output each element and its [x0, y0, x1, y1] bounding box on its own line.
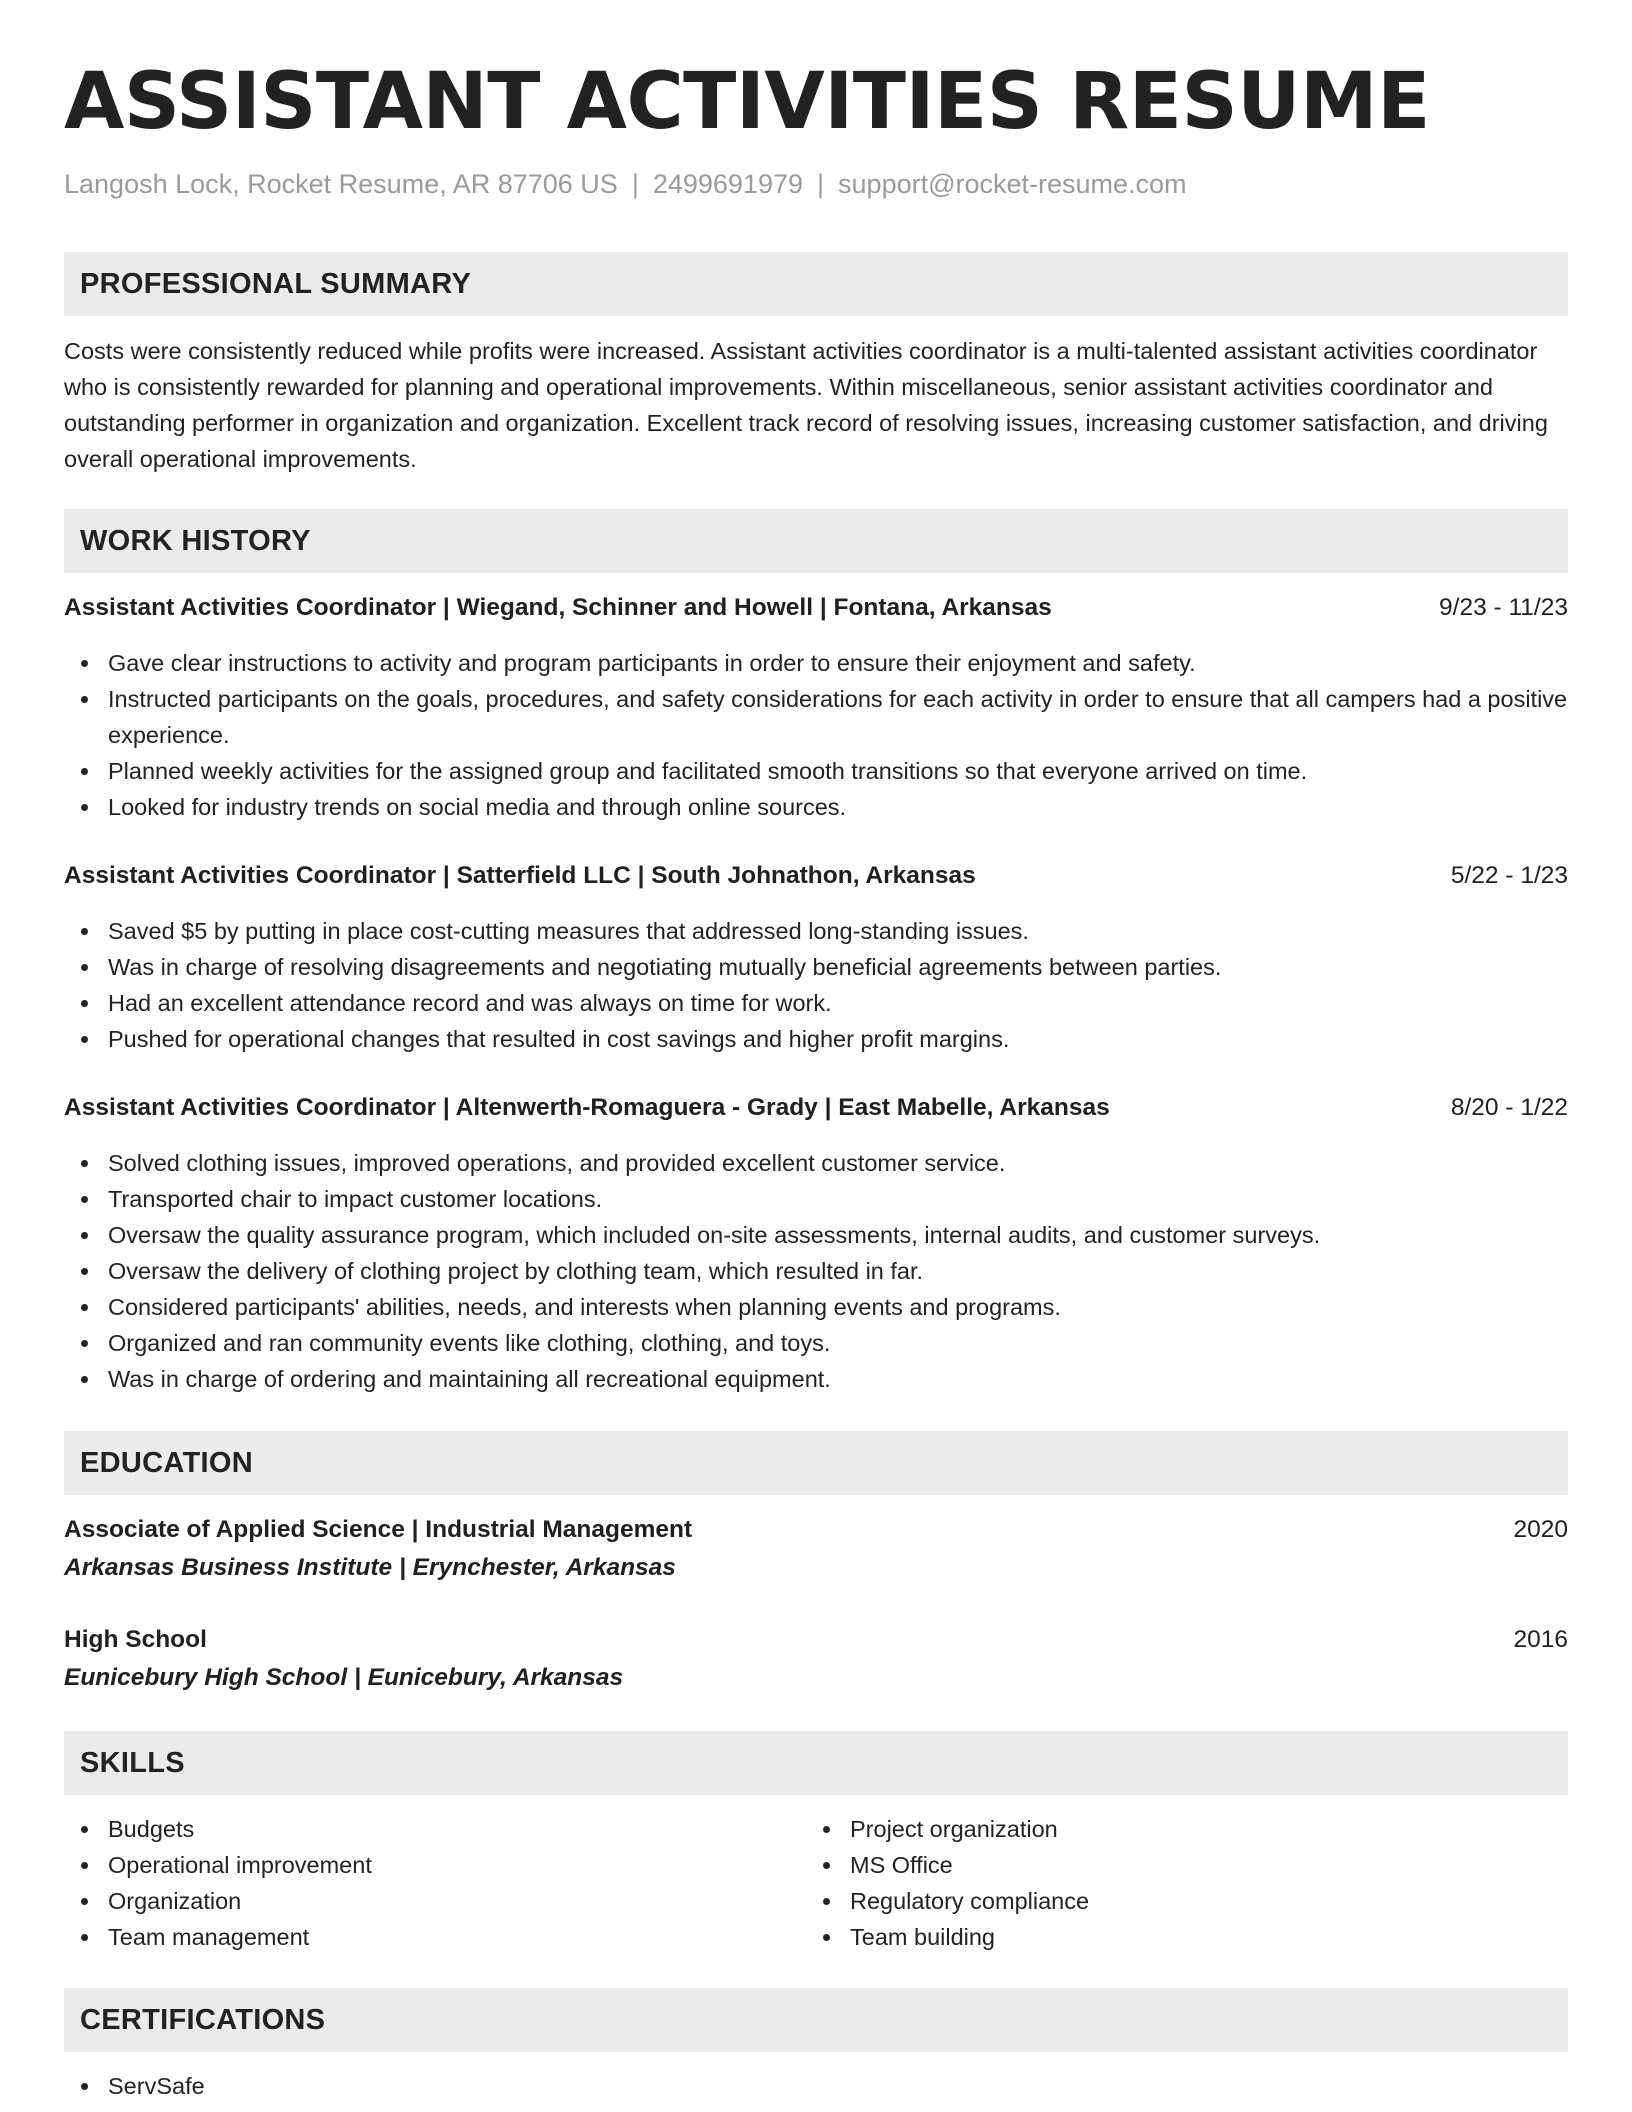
list-item: Planned weekly activities for the assigned group and facilitated smooth transitions so that everyone arrived on time. — [64, 753, 1568, 789]
education-entry-header — [64, 1512, 1568, 1548]
list-item: Gave clear instructions to activity and program participants in order to ensure their enjoyment and safety. — [64, 645, 1568, 681]
certifications-heading: CERTIFICATIONS — [80, 2004, 326, 2036]
job-dates: 9/23 - 11/23 — [1439, 594, 1568, 621]
resume-title: ASSISTANT ACTIVITIES RESUME — [64, 57, 1430, 147]
list-item: Saved $5 by putting in place cost-cutting measures that addressed long-standing issues. — [64, 913, 1568, 949]
job-title: Assistant Activities Coordinator | Wiegand, Schinner and Howell | Fontana, Arkansas — [64, 594, 1052, 621]
list-item: Pushed for operational changes that resulted in cost savings and higher profit margins. — [64, 1021, 1568, 1057]
job-dates: 5/22 - 1/23 — [1450, 862, 1568, 889]
job-bullets — [64, 913, 1568, 1057]
certification-item: ServSafe — [64, 2068, 1568, 2104]
list-item: Was in charge of ordering and maintaining all recreational equipment. — [64, 1361, 1568, 1397]
list-item: Organized and ran community events like clothing, clothing, and toys. — [64, 1325, 1568, 1361]
skill-item: Team building — [806, 1919, 1632, 1955]
list-item: Was in charge of resolving disagreements and negotiating mutually beneficial agreements between parties. — [64, 949, 1568, 985]
skills-section-header — [64, 1731, 1568, 1795]
job-header — [64, 858, 1568, 894]
job-bullets — [64, 645, 1568, 825]
list-item: Solved clothing issues, improved operations, and provided excellent customer service. — [64, 1145, 1568, 1181]
contact-separator: | — [631, 169, 639, 199]
job-bullets — [64, 1145, 1568, 1397]
list-item: Transported chair to impact customer locations. — [64, 1181, 1568, 1217]
skill-item: Budgets — [64, 1811, 1568, 1847]
skills-list-right — [806, 1811, 1632, 1955]
education-school: Arkansas Business Institute | Erynchester, Arkansas — [64, 1554, 676, 1581]
contact-phone: 2499691979 — [652, 169, 804, 199]
work-heading: WORK HISTORY — [80, 525, 311, 557]
certifications-section-header — [64, 1988, 1568, 2052]
education-degree: Associate of Applied Science | Industrial Management — [64, 1516, 693, 1543]
list-item: Considered participants' abilities, needs, and interests when planning events and programs. — [64, 1289, 1568, 1325]
education-section-header — [64, 1431, 1568, 1495]
skill-item: Team management — [64, 1919, 1568, 1955]
skill-item: Organization — [64, 1883, 1568, 1919]
job-dates: 8/20 - 1/22 — [1450, 1094, 1568, 1121]
contact-address: Langosh Lock, Rocket Resume, AR 87706 US — [64, 169, 618, 199]
work-section-header — [64, 509, 1568, 573]
education-school: Eunicebury High School | Eunicebury, Arkansas — [64, 1664, 624, 1691]
skill-item: Regulatory compliance — [806, 1883, 1632, 1919]
job-header — [64, 590, 1568, 626]
list-item: Looked for industry trends on social media and through online sources. — [64, 789, 1568, 825]
education-heading: EDUCATION — [80, 1447, 253, 1479]
list-item: Had an excellent attendance record and was always on time for work. — [64, 985, 1568, 1021]
education-year: 2020 — [1513, 1516, 1568, 1543]
list-item: Instructed participants on the goals, procedures, and safety considerations for each activity in order to ensure that all campers had a positive experience. — [64, 681, 1568, 753]
education-entry-header — [64, 1622, 1568, 1658]
job-header — [64, 1090, 1568, 1126]
summary-heading: PROFESSIONAL SUMMARY — [80, 268, 472, 300]
skills-heading: SKILLS — [80, 1747, 185, 1779]
skill-item: Operational improvement — [64, 1847, 1568, 1883]
job-title: Assistant Activities Coordinator | Satterfield LLC | South Johnathon, Arkansas — [64, 862, 976, 889]
certifications-list — [64, 2068, 1568, 2104]
education-degree: High School — [64, 1626, 207, 1653]
contact-line — [64, 166, 1187, 202]
summary-text: Costs were consistently reduced while profits were increased. Assistant activities coordinator is a multi-talented assistant activities coordinator who is consistently rewarded for planning and operational improvements. Within miscellaneous, senior assistant activities coordinator and outstanding performer in organization and organization. Excellent track record of resolving issues, increasing customer satisfaction, and driving overall operational improvements. — [64, 338, 1548, 472]
contact-separator: | — [817, 169, 825, 199]
job-title: Assistant Activities Coordinator | Altenwerth-Romaguera - Grady | East Mabelle, Arkansas — [64, 1094, 1110, 1121]
education-year: 2016 — [1513, 1626, 1568, 1653]
skill-item: MS Office — [806, 1847, 1632, 1883]
contact-email[interactable]: support@rocket-resume.com — [838, 169, 1187, 199]
skill-item: Project organization — [806, 1811, 1632, 1847]
summary-section-header — [64, 252, 1568, 316]
list-item: Oversaw the quality assurance program, which included on-site assessments, internal audits, and customer surveys. — [64, 1217, 1568, 1253]
list-item: Oversaw the delivery of clothing project by clothing team, which resulted in far. — [64, 1253, 1568, 1289]
